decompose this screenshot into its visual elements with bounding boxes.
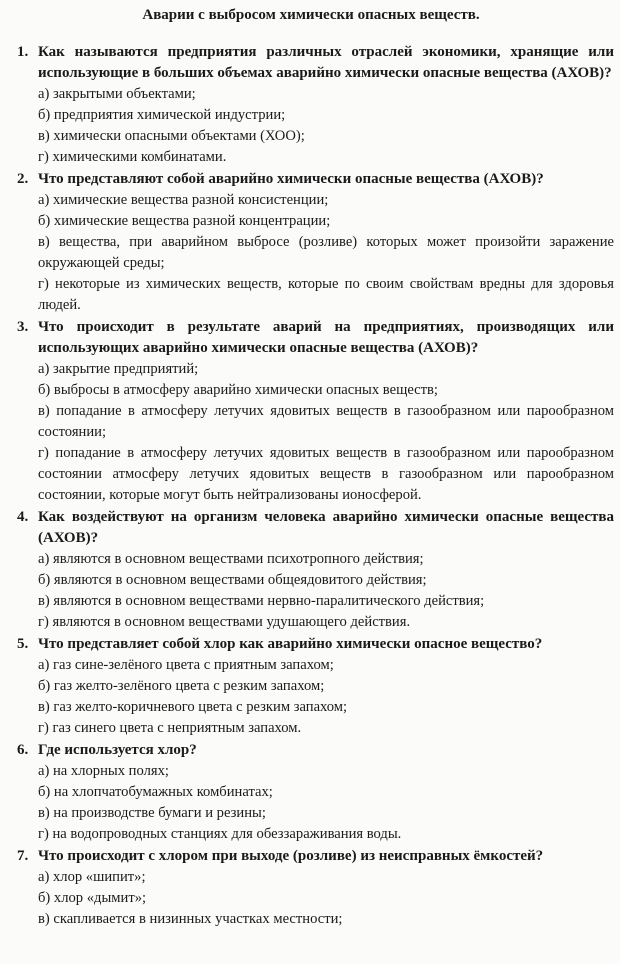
question-text: Что представляет собой хлор как аварийно химически опасное вещество? bbox=[38, 636, 543, 652]
question-number: 5. bbox=[17, 636, 29, 652]
question-item bbox=[17, 846, 614, 930]
answer-option: в) химически опасными объектами (ХОО); bbox=[38, 128, 305, 144]
question-list bbox=[17, 42, 614, 930]
question-text: Что происходит с хлором при выходе (розливе) из неисправных ёмкостей? bbox=[38, 848, 544, 864]
answer-option: г) химическими комбинатами. bbox=[38, 149, 227, 165]
answer-option: а) газ сине-зелёного цвета с приятным запахом; bbox=[38, 657, 334, 673]
answer-list bbox=[38, 84, 614, 168]
answer-list bbox=[38, 549, 614, 633]
question-item bbox=[17, 169, 614, 316]
answer-option: а) химические вещества разной консистенции; bbox=[38, 192, 329, 208]
answer-option: а) закрытыми объектами; bbox=[38, 86, 196, 102]
answer-option: б) на хлопчатобумажных комбинатах; bbox=[38, 784, 273, 800]
answer-option: г) некоторые из химических веществ, которые по своим свойствам вредны для здоровья людей. bbox=[38, 276, 614, 313]
answer-option: в) вещества, при аварийном выбросе (розливе) которых может произойти заражение окружающей среды; bbox=[38, 234, 614, 271]
question-number: 7. bbox=[17, 848, 29, 864]
answer-option: б) являются в основном веществами общеядовитого действия; bbox=[38, 572, 427, 588]
question-item bbox=[17, 634, 614, 739]
answer-option: а) на хлорных полях; bbox=[38, 763, 169, 779]
answer-option: б) выбросы в атмосферу аварийно химически опасных веществ; bbox=[38, 382, 438, 398]
answer-option: б) предприятия химической индустрии; bbox=[38, 107, 286, 123]
answer-option: а) закрытие предприятий; bbox=[38, 361, 199, 377]
question-text: Как называются предприятия различных отраслей экономики, хранящие или использующие в больших объемах аварийно химически опасные вещества (АХОВ)? bbox=[38, 44, 614, 81]
question-item bbox=[17, 42, 614, 168]
answer-option: г) попадание в атмосферу летучих ядовитых веществ в газообразном или парообразном состоянии атмосферу летучих ядовитых веществ в газообразном или парообразном состоянии, которые могут быть нейтрализованы ионосферой. bbox=[38, 445, 614, 503]
question-item bbox=[17, 507, 614, 633]
answer-option: б) хлор «дымит»; bbox=[38, 890, 147, 906]
question-text: Что представляют собой аварийно химически опасные вещества (АХОВ)? bbox=[38, 171, 544, 187]
answer-list bbox=[38, 655, 614, 739]
question-text: Как воздействуют на организм человека аварийно химически опасные вещества (АХОВ)? bbox=[38, 509, 614, 546]
question-number: 2. bbox=[17, 171, 29, 187]
answer-option: в) скапливается в низинных участках местности; bbox=[38, 911, 343, 927]
answer-option: г) являются в основном веществами удушающего действия. bbox=[38, 614, 411, 630]
answer-list bbox=[38, 761, 614, 845]
question-number: 3. bbox=[17, 319, 29, 335]
question-text: Что происходит в результате аварий на предприятиях, производящих или использующих аварийно химически опасные вещества (АХОВ)? bbox=[38, 319, 614, 356]
question-number: 6. bbox=[17, 742, 29, 758]
answer-option: г) газ синего цвета с неприятным запахом. bbox=[38, 720, 302, 736]
answer-option: б) газ желто-зелёного цвета с резким запахом; bbox=[38, 678, 325, 694]
answer-option: а) являются в основном веществами психотропного действия; bbox=[38, 551, 424, 567]
answer-list bbox=[38, 867, 614, 930]
answer-option: в) являются в основном веществами нервно-паралитического действия; bbox=[38, 593, 485, 609]
question-number: 1. bbox=[17, 44, 29, 60]
answer-option: в) газ желто-коричневого цвета с резким запахом; bbox=[38, 699, 348, 715]
question-text: Где используется хлор? bbox=[38, 742, 197, 758]
answer-option: г) на водопроводных станциях для обеззараживания воды. bbox=[38, 826, 402, 842]
answer-list bbox=[38, 359, 614, 506]
answer-option: а) хлор «шипит»; bbox=[38, 869, 146, 885]
answer-option: в) попадание в атмосферу летучих ядовитых веществ в газообразном или парообразном состоянии; bbox=[38, 403, 614, 440]
answer-option: в) на производстве бумаги и резины; bbox=[38, 805, 266, 821]
answer-option: б) химические вещества разной концентрации; bbox=[38, 213, 331, 229]
question-item bbox=[17, 740, 614, 845]
answer-list bbox=[38, 190, 614, 316]
question-number: 4. bbox=[17, 509, 29, 525]
document-title: Аварии с выбросом химически опасных веществ. bbox=[142, 7, 480, 23]
question-item bbox=[17, 317, 614, 506]
